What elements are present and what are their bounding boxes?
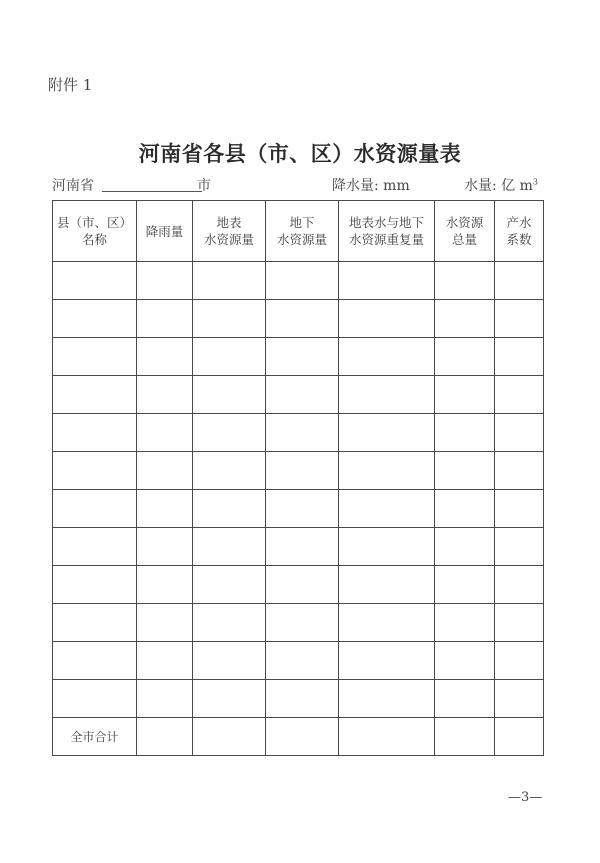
table-cell[interactable] xyxy=(266,528,339,566)
header-line: 地表 xyxy=(216,215,242,230)
table-cell[interactable] xyxy=(495,528,544,566)
total-label-cell xyxy=(53,718,137,756)
header-line: 系数 xyxy=(506,232,532,247)
table-cell[interactable] xyxy=(137,376,193,414)
table-cell[interactable] xyxy=(137,566,193,604)
table-cell[interactable] xyxy=(435,604,495,642)
table-cell[interactable] xyxy=(266,338,339,376)
table-cell[interactable] xyxy=(193,680,266,718)
table-cell[interactable] xyxy=(193,528,266,566)
table-cell[interactable] xyxy=(193,338,266,376)
table-cell[interactable] xyxy=(339,300,435,338)
table-cell[interactable] xyxy=(339,376,435,414)
table-cell[interactable] xyxy=(266,262,339,300)
table-cell[interactable] xyxy=(193,604,266,642)
table-cell[interactable] xyxy=(266,414,339,452)
table-cell[interactable] xyxy=(495,300,544,338)
table-cell[interactable] xyxy=(339,680,435,718)
table-cell[interactable] xyxy=(495,718,544,756)
table-cell[interactable] xyxy=(193,300,266,338)
table-cell[interactable] xyxy=(495,490,544,528)
header-line: 降雨量 xyxy=(145,223,184,239)
header-line: 地表水与地下 xyxy=(348,215,424,230)
table-cell[interactable] xyxy=(339,414,435,452)
table-cell[interactable] xyxy=(435,414,495,452)
table-cell[interactable] xyxy=(193,414,266,452)
table-cell[interactable] xyxy=(53,528,137,566)
table-cell[interactable] xyxy=(495,338,544,376)
table-cell[interactable] xyxy=(339,642,435,680)
table-row xyxy=(53,680,544,718)
table-cell[interactable] xyxy=(435,262,495,300)
table-cell[interactable] xyxy=(137,262,193,300)
header-line: 水资源重复量 xyxy=(348,232,424,247)
table-row xyxy=(53,300,544,338)
table-cell[interactable] xyxy=(435,376,495,414)
table-cell[interactable] xyxy=(137,452,193,490)
city-suffix: 市 xyxy=(197,178,211,194)
table-cell[interactable] xyxy=(339,718,435,756)
table-cell[interactable] xyxy=(53,680,137,718)
table-cell[interactable] xyxy=(495,566,544,604)
total-label: 全市合计 xyxy=(70,729,119,744)
table-row xyxy=(53,376,544,414)
page-number: —3— xyxy=(508,790,543,805)
table-cell[interactable] xyxy=(339,338,435,376)
table-cell[interactable] xyxy=(495,642,544,680)
header-line: 水资源量 xyxy=(203,232,254,247)
table-cell[interactable] xyxy=(266,604,339,642)
table-cell[interactable] xyxy=(53,452,137,490)
table-cell[interactable] xyxy=(193,490,266,528)
header-line: 县（市、区） xyxy=(56,215,132,230)
table-cell[interactable] xyxy=(266,376,339,414)
table-cell[interactable] xyxy=(495,262,544,300)
table-cell[interactable] xyxy=(137,490,193,528)
table-cell[interactable] xyxy=(435,566,495,604)
header-line: 水资源量 xyxy=(276,232,327,247)
header-overlap xyxy=(339,201,435,262)
city-fill-blank xyxy=(102,191,202,192)
table-cell[interactable] xyxy=(495,604,544,642)
header-line: 水资源 xyxy=(445,215,484,230)
table-cell[interactable] xyxy=(137,680,193,718)
table-cell[interactable] xyxy=(339,528,435,566)
table-cell[interactable] xyxy=(339,490,435,528)
table-cell[interactable] xyxy=(193,718,266,756)
table-cell[interactable] xyxy=(266,452,339,490)
table-cell[interactable] xyxy=(266,718,339,756)
header-line: 名称 xyxy=(81,232,107,247)
table-cell[interactable] xyxy=(495,376,544,414)
table-cell[interactable] xyxy=(266,566,339,604)
table-cell[interactable] xyxy=(53,338,137,376)
header-surface-water xyxy=(193,201,266,262)
table-row xyxy=(53,604,544,642)
table-cell[interactable] xyxy=(137,528,193,566)
table-cell[interactable] xyxy=(495,680,544,718)
table-cell[interactable] xyxy=(435,528,495,566)
water-resources-table xyxy=(52,200,544,756)
header-county-name xyxy=(53,201,137,262)
table-cell[interactable] xyxy=(435,718,495,756)
table-cell[interactable] xyxy=(137,642,193,680)
table-cell[interactable] xyxy=(435,300,495,338)
total-row xyxy=(53,718,544,756)
table-cell[interactable] xyxy=(193,452,266,490)
table-cell[interactable] xyxy=(137,414,193,452)
table-cell[interactable] xyxy=(435,338,495,376)
document-title: 河南省各县（市、区）水资源量表 xyxy=(138,141,462,166)
table-cell[interactable] xyxy=(53,642,137,680)
table-cell[interactable] xyxy=(266,642,339,680)
table-cell[interactable] xyxy=(193,566,266,604)
table-cell[interactable] xyxy=(53,300,137,338)
table-cell[interactable] xyxy=(266,490,339,528)
table-cell[interactable] xyxy=(137,604,193,642)
table-row xyxy=(53,338,544,376)
table-row xyxy=(53,528,544,566)
precipitation-unit: 降水量: mm xyxy=(332,178,410,194)
water-unit-superscript: 3 xyxy=(532,177,538,187)
table-row xyxy=(53,642,544,680)
header-total-resources xyxy=(435,201,495,262)
table-cell[interactable] xyxy=(53,414,137,452)
table-cell[interactable] xyxy=(435,642,495,680)
province-label: 河南省 xyxy=(52,178,94,194)
water-unit-text: 水量: 亿 m xyxy=(464,178,533,194)
table-cell[interactable] xyxy=(137,300,193,338)
table-meta-line xyxy=(52,175,552,195)
table-cell[interactable] xyxy=(266,300,339,338)
header-row xyxy=(53,201,544,262)
table-cell[interactable] xyxy=(53,604,137,642)
attachment-label: 附件 1 xyxy=(48,76,93,94)
table-cell[interactable] xyxy=(193,376,266,414)
table-cell[interactable] xyxy=(193,262,266,300)
table-cell[interactable] xyxy=(339,604,435,642)
water-unit xyxy=(464,175,538,195)
table-cell[interactable] xyxy=(193,642,266,680)
header-rainfall xyxy=(137,201,193,262)
header-line: 地下 xyxy=(289,215,315,230)
table-cell[interactable] xyxy=(435,490,495,528)
table-cell[interactable] xyxy=(266,680,339,718)
table-cell[interactable] xyxy=(495,452,544,490)
table-cell[interactable] xyxy=(495,414,544,452)
table-row xyxy=(53,262,544,300)
table-cell[interactable] xyxy=(53,566,137,604)
table-row xyxy=(53,566,544,604)
table-cell[interactable] xyxy=(137,718,193,756)
table-cell[interactable] xyxy=(435,680,495,718)
table-cell[interactable] xyxy=(53,490,137,528)
table-cell[interactable] xyxy=(53,376,137,414)
header-groundwater xyxy=(266,201,339,262)
table-row xyxy=(53,414,544,452)
table-cell[interactable] xyxy=(339,262,435,300)
table-row xyxy=(53,490,544,528)
table-cell[interactable] xyxy=(137,338,193,376)
table-cell[interactable] xyxy=(339,452,435,490)
header-line: 总量 xyxy=(451,232,477,247)
header-yield-coefficient xyxy=(495,201,544,262)
table-body xyxy=(53,262,544,756)
table-cell[interactable] xyxy=(339,566,435,604)
table-row xyxy=(53,452,544,490)
header-line: 产水 xyxy=(506,215,532,230)
table-cell[interactable] xyxy=(435,452,495,490)
table-cell[interactable] xyxy=(53,262,137,300)
